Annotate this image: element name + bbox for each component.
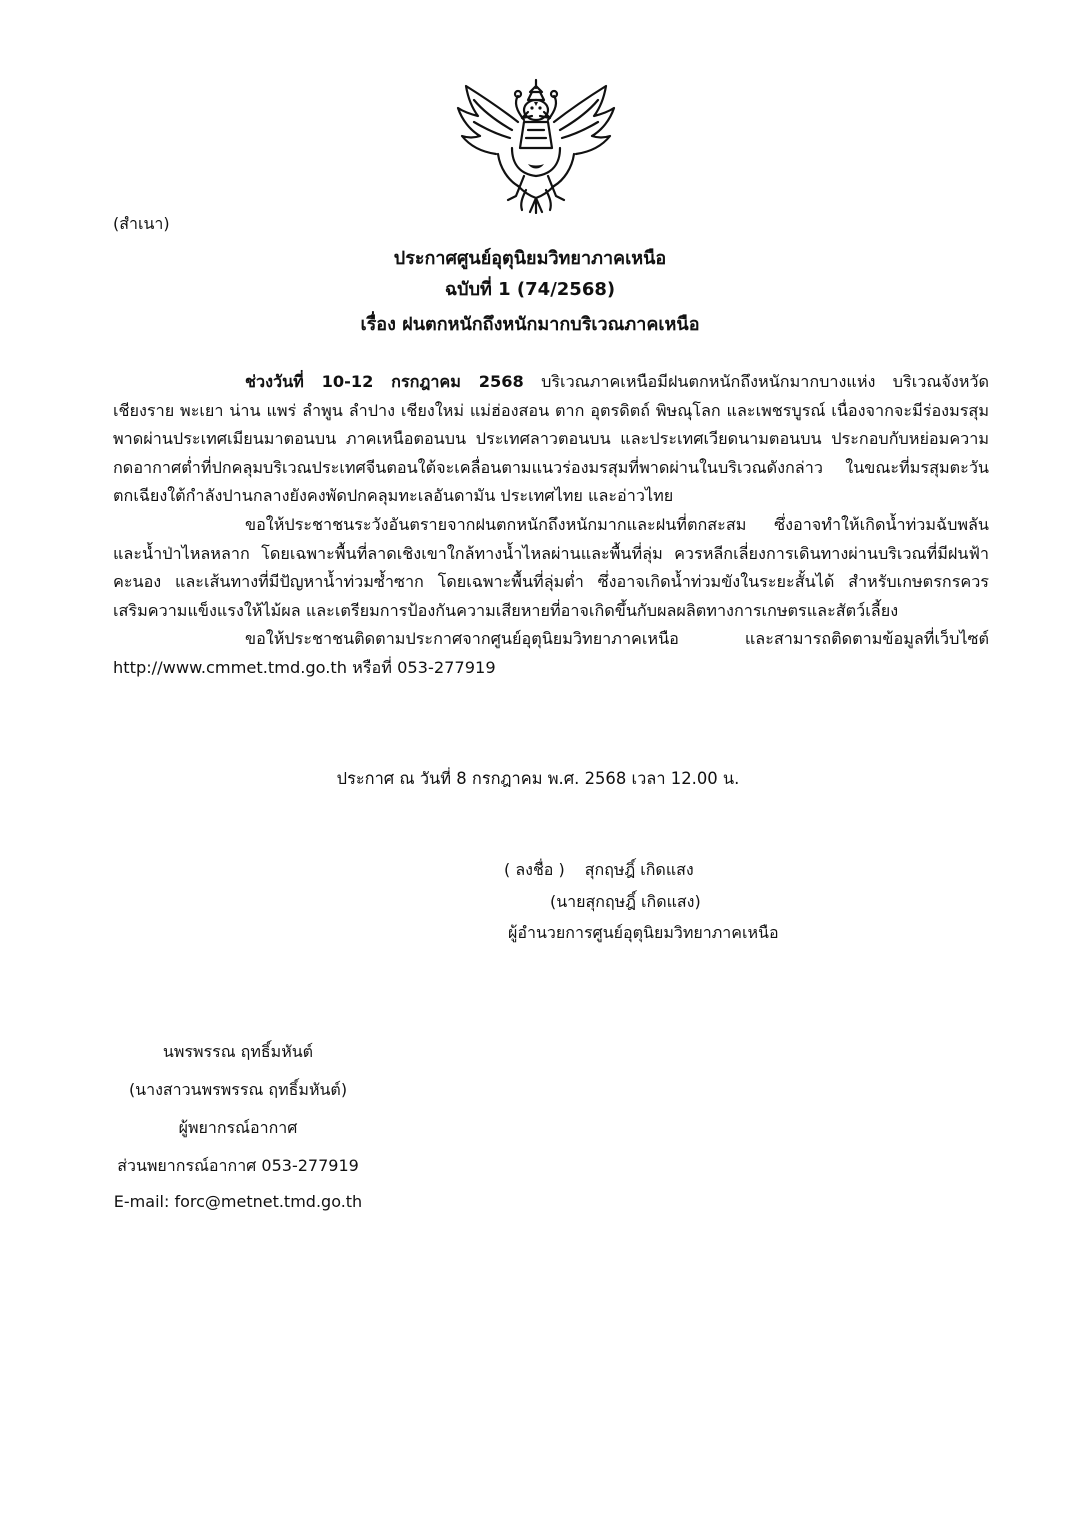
announcement-subject: เรื่อง ฝนตกหนักถึงหนักมากบริเวณภาคเหนือ — [360, 314, 700, 335]
announcement-title: ประกาศศูนย์อุตุนิยมวิทยาภาคเหนือ — [393, 248, 667, 269]
announcement-date: ประกาศ ณ วันที่ 8 กรกฎาคม พ.ศ. 2568 เวลา 12.00 น. — [336, 769, 740, 788]
signer-position: ผู้อำนวยการศูนย์อุตุนิยมวิทยาภาคเหนือ — [508, 923, 779, 942]
forecaster-section-phone: ส่วนพยากรณ์อากาศ 053-277919 — [117, 1156, 359, 1175]
signer-name: สุกฤษฎิ์ เกิดแสง — [584, 860, 694, 879]
forecast-details: บริเวณภาคเหนือมีฝนตกหนักถึงหนักมากบางแห่ง บริเวณจังหวัดเชียงราย พะเยา น่าน แพร่ ลำพูน ลำปาง เชียงใหม่ แม่ฮ่องสอน ตาก อุตรดิตถ์ พิษณุโลก และเพชรบูรณ์ เนื่องจากจะมีร่องมรสุมพาดผ่านประเทศเมียนมาตอนบน ภาคเหนือตอนบน ประเทศลาวตอนบน และประเทศเวียดนามตอนบน ประกอบกับหย่อมความกดอากาศต่ำที่ปกคลุมบริเวณประเทศจีนตอนใต้จะเคลื่อนตามแนวร่องมรสุมที่พาดผ่านในบริเวณดังกล่าว ในขณะที่มรสุมตะวันตกเฉียงใต้กำลังปานกลางยังคงพัดปกคลุมทะเลอันดามัน ประเทศไทย และอ่าวไทย — [113, 372, 990, 506]
forecaster-role: ผู้พยากรณ์อากาศ — [178, 1118, 298, 1137]
forecaster-email: E-mail: forc@metnet.tmd.go.th — [113, 1192, 363, 1211]
announcement-number: ฉบับที่ 1 (74/2568) — [444, 279, 616, 300]
announcement-body — [113, 368, 989, 683]
paragraph-forecast — [113, 368, 989, 511]
forecaster-name: นพรพรรณ ฤทธิ์มหันต์ — [162, 1042, 314, 1061]
forecast-period: ช่วงวันที่ 10-12 กรกฎาคม 2568 — [245, 372, 524, 391]
garuda-emblem — [452, 78, 620, 214]
forecaster-full-name: (นางสาวนพรพรรณ ฤทธิ์มหันต์) — [128, 1080, 348, 1099]
paragraph-contact: ขอให้ประชาชนติดตามประกาศจากศูนย์อุตุนิยมวิทยาภาคเหนือ และสามารถติดตามข้อมูลที่เว็บไซต์ http://www.cmmet.tmd.go.th หรือที่ 053-277919 — [113, 629, 989, 677]
signer-full-name: (นายสุกฤษฎิ์ เกิดแสง) — [550, 892, 701, 911]
paragraph-warning: ขอให้ประชาชนระวังอันตรายจากฝนตกหนักถึงหนักมากและฝนที่ตกสะสม ซึ่งอาจทำให้เกิดน้ำท่วมฉับพลันและน้ำป่าไหลหลาก โดยเฉพาะพื้นที่ลาดเชิงเขาใกล้ทางน้ำไหลผ่านและพื้นที่ลุ่ม ควรหลีกเลี่ยงการเดินทางผ่านบริเวณที่มีฝนฟ้าคะนอง และเส้นทางที่มีปัญหาน้ำท่วมซ้ำซาก โดยเฉพาะพื้นที่ลุ่มต่ำ ซึ่งอาจเกิดน้ำท่วมขังในระยะสั้นได้ สำหรับเกษตรกรควรเสริมความแข็งแรงให้ไม้ผล และเตรียมการป้องกันความเสียหายที่อาจเกิดขึ้นกับผลผลิตทางการเกษตรและสัตว์เลี้ยง — [113, 514, 989, 620]
copy-mark: (สำเนา) — [113, 214, 170, 233]
signature-line — [504, 858, 694, 883]
sign-label: ( ลงชื่อ ) — [504, 860, 565, 879]
